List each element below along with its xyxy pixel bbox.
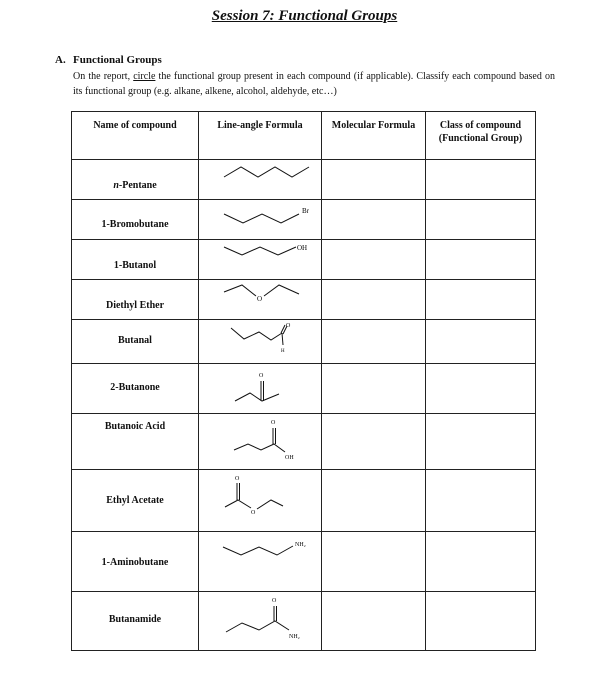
molecular-formula-cell[interactable] [322, 160, 426, 200]
ethyl-acetate-structure [199, 470, 322, 532]
instr-text-2: the functional group present in each compound (if applicable). Classify each compound based on its functional group (e.g. alkane, alkene, alcohol, aldehyde, etc…) [73, 71, 555, 97]
line-angle-formula [199, 200, 322, 240]
ketone-o-label: O [259, 373, 264, 379]
aldehyde-h-label: H [281, 349, 285, 354]
table-row [72, 532, 536, 592]
compound-name [72, 240, 199, 280]
pentane-structure [199, 160, 322, 200]
bromobutane-structure [199, 200, 322, 240]
name-text: Butanoic Acid [104, 421, 166, 432]
diethyl-ether-structure [199, 280, 322, 320]
molecular-formula-cell[interactable] [322, 320, 426, 364]
line-angle-formula [199, 320, 322, 364]
molecular-formula-cell[interactable] [322, 470, 426, 532]
section-heading [55, 54, 162, 66]
page-title: Session 7: Functional Groups [211, 8, 398, 24]
line-angle-formula [199, 280, 322, 320]
ester-carbonyl-o-label: O [235, 476, 240, 482]
compound-name [72, 470, 199, 532]
name-text: Butanamide [108, 614, 162, 625]
header-class: Class of compound (Functional Group) [426, 112, 536, 160]
butanone-structure [199, 364, 322, 414]
butanol-structure [199, 240, 322, 280]
compound-name [72, 414, 199, 470]
name-text: 2-Butanone [110, 382, 160, 393]
table-header-row [72, 112, 536, 160]
acid-oh-label: OH [285, 455, 294, 461]
name-text: 1-Aminobutane [101, 557, 169, 568]
molecular-formula-cell[interactable] [322, 280, 426, 320]
butanal-structure [199, 320, 322, 364]
molecular-formula-cell[interactable] [322, 364, 426, 414]
compound-name [72, 364, 199, 414]
header-molecular: Molecular Formula [322, 112, 426, 160]
name-text: Ethyl Acetate [106, 495, 164, 506]
compound-name [72, 592, 199, 651]
compound-name [72, 200, 199, 240]
amide-nh2-label: NH₂ [289, 634, 300, 640]
compound-table [71, 111, 536, 651]
instr-text-1: On the report, [73, 71, 134, 82]
table-row [72, 320, 536, 364]
line-angle-formula [199, 240, 322, 280]
compound-name [72, 160, 199, 200]
class-cell[interactable] [426, 470, 536, 532]
butanoic-acid-structure [199, 414, 322, 470]
table-row [72, 364, 536, 414]
class-cell[interactable] [426, 414, 536, 470]
line-angle-formula [199, 160, 322, 200]
line-angle-formula [199, 364, 322, 414]
compound-name [72, 280, 199, 320]
section-title: Functional Groups [73, 54, 162, 66]
header-name: Name of compound [72, 112, 199, 160]
table-row [72, 592, 536, 651]
butanamide-structure [199, 592, 322, 651]
molecular-formula-cell[interactable] [322, 532, 426, 592]
table-row [72, 240, 536, 280]
name-prefix: n [113, 180, 119, 191]
table-row [72, 470, 536, 532]
compound-name [72, 320, 199, 364]
class-cell[interactable] [426, 240, 536, 280]
aminobutane-structure [199, 532, 322, 592]
class-cell[interactable] [426, 592, 536, 651]
amide-o-label: O [272, 598, 277, 604]
table-row [72, 280, 536, 320]
name-text: 1-Butanol [113, 260, 157, 271]
molecular-formula-cell[interactable] [322, 592, 426, 651]
oh-label: OH [297, 244, 308, 252]
molecular-formula-cell[interactable] [322, 240, 426, 280]
class-cell[interactable] [426, 364, 536, 414]
compound-name [72, 532, 199, 592]
molecular-formula-cell[interactable] [322, 200, 426, 240]
class-cell[interactable] [426, 532, 536, 592]
table-row [72, 200, 536, 240]
name-text: 1-Bromobutane [101, 219, 169, 230]
line-angle-formula [199, 470, 322, 532]
amine-nh2-label: NH₂ [295, 542, 306, 548]
header-formula: Line-angle Formula [199, 112, 322, 160]
aldehyde-o-label: O [286, 323, 291, 329]
class-cell[interactable] [426, 320, 536, 364]
line-angle-formula [199, 592, 322, 651]
instr-circle-word: circle [133, 71, 156, 82]
class-cell[interactable] [426, 200, 536, 240]
instructions [73, 69, 555, 99]
name-text: -Pentane [118, 180, 157, 191]
acid-o-label: O [271, 420, 276, 426]
line-angle-formula [199, 532, 322, 592]
class-cell[interactable] [426, 280, 536, 320]
table-row [72, 160, 536, 200]
ester-o-label: O [251, 510, 256, 516]
br-label: Br [302, 207, 309, 215]
section-label: A. [55, 54, 66, 66]
name-text: Diethyl Ether [105, 300, 165, 311]
ether-o-label: O [257, 295, 263, 303]
table-row [72, 414, 536, 470]
name-text: Butanal [118, 335, 152, 346]
line-angle-formula [199, 414, 322, 470]
class-cell[interactable] [426, 160, 536, 200]
molecular-formula-cell[interactable] [322, 414, 426, 470]
